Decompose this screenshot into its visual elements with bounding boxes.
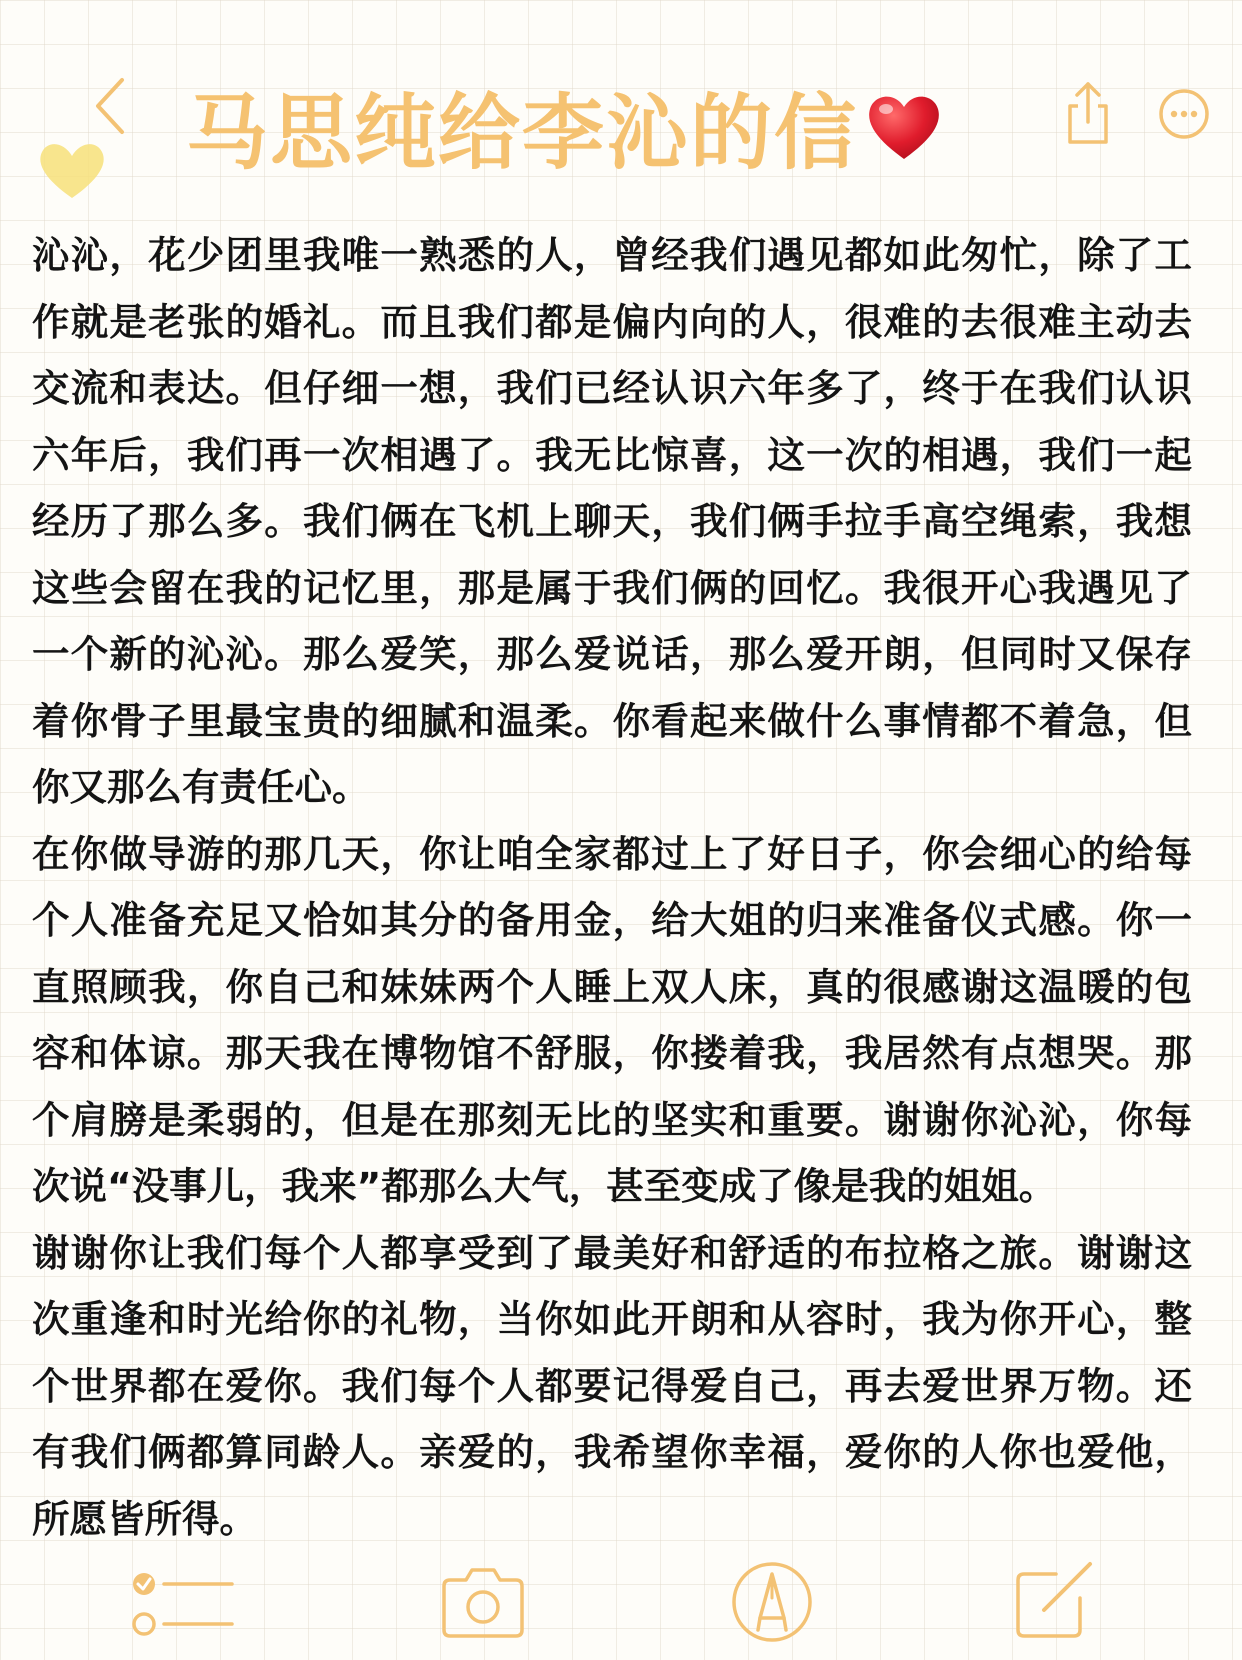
compose-icon (1010, 1556, 1098, 1644)
chevron-left-icon (88, 74, 136, 138)
checklist-icon (132, 1568, 236, 1640)
handwriting-button[interactable] (730, 1558, 814, 1646)
share-icon (1064, 80, 1112, 146)
camera-button[interactable] (438, 1564, 528, 1640)
navigation-bar (0, 0, 1242, 200)
share-button[interactable] (1064, 80, 1112, 146)
letter-paragraph-3: 谢谢你让我们每个人都享受到了最美好和舒适的布拉格之旅。谢谢这次重逢和时光给你的礼物，当你如此开朗和从容时，我为你开心，整个世界都在爱你。我们每个人都要记得爱自己，再去爱世界万物。还有我们俩都算同龄人。亲爱的，我希望你幸福，爱你的人你也爱他，所愿皆所得。 (32, 1230, 1192, 1541)
title-text: 马思纯给李沁的信 (186, 85, 859, 181)
heart-doodle-icon (32, 128, 112, 208)
back-button[interactable] (88, 74, 136, 138)
heart-emoji (864, 89, 944, 163)
pen-icon (730, 1558, 814, 1646)
compose-button[interactable] (1010, 1556, 1098, 1644)
letter-body (32, 222, 1192, 1552)
letter-paragraph-2: 在你做导游的那几天，你让咱全家都过上了好日子，你会细心的给每个人准备充足又恰如其分的备用金，给大姐的归来准备仪式感。你一直照顾我，你自己和妹妹两个人睡上双人床，真的很感谢这温暖的包容和体谅。那天我在博物馆不舒服，你搂着我，我居然有点想哭。那个肩膀是柔弱的，但是在那刻无比的坚实和重要。谢谢你沁沁，你每次说“没事儿，我来”都那么大气，甚至变成了像是我的姐姐。 (32, 831, 1192, 1208)
more-icon (1158, 88, 1210, 140)
letter-paragraph-1: 沁沁，花少团里我唯一熟悉的人，曾经我们遇见都如此匆忙，除了工作就是老张的婚礼。而且我们都是偏内向的人，很难的去很难主动去交流和表达。但仔细一想，我们已经认识六年多了，终于在我们认识六年后，我们再一次相遇了。我无比惊喜，这一次的相遇，我们一起经历了那么多。我们俩在飞机上聊天，我们俩手拉手高空绳索，我想这些会留在我的记忆里，那是属于我们俩的回忆。我很开心我遇见了一个新的沁沁。那么爱笑，那么爱说话，那么爱开朗，但同时又保存着你骨子里最宝贵的细腻和温柔。你看起来做什么事情都不着急，但你又那么有责任心。 (32, 233, 1192, 809)
note-title (186, 76, 944, 181)
bottom-toolbar (0, 1548, 1242, 1660)
checklist-button[interactable] (132, 1568, 236, 1640)
more-button[interactable] (1158, 88, 1210, 140)
camera-icon (438, 1564, 528, 1640)
